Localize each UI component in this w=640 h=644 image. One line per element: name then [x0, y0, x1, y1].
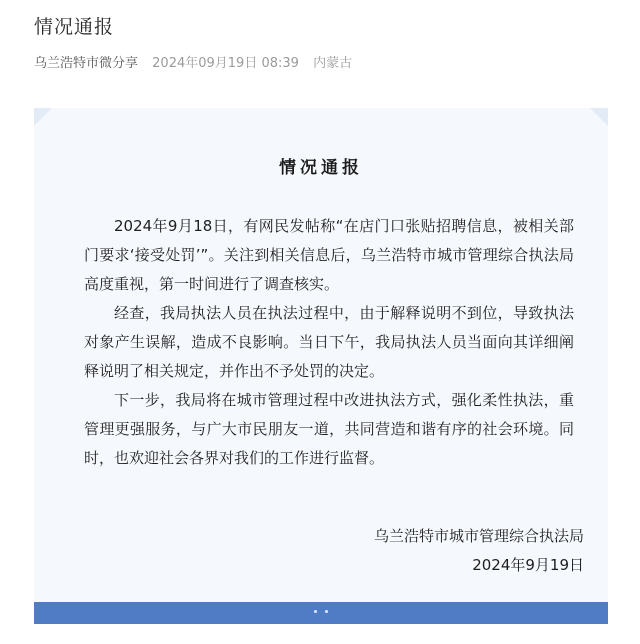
article-meta — [34, 52, 362, 71]
signature-organization: 乌兰浩特市城市管理综合执法局 — [373, 527, 584, 545]
article-source-link[interactable]: 乌兰浩特市微分享 — [34, 56, 139, 71]
dot — [314, 610, 317, 613]
card-bottom-bar — [34, 602, 608, 624]
card-corner-decoration — [590, 108, 608, 126]
article-title: 情况通报 — [34, 16, 115, 38]
card-corner-decoration — [34, 108, 52, 126]
signature-date: 2024年9月19日 — [472, 556, 584, 574]
notice-paragraph: 下一步，我局将在城市管理过程中改进执法方式，强化柔性执法，重管理更强服务，与广大市民朋友一道，共同营造和谐有序的社会环境。同时，也欢迎社会各界对我们的工作进行监督。 — [84, 391, 574, 467]
decorative-dots — [314, 610, 328, 613]
notice-heading: 情况通报 — [279, 158, 363, 178]
article-location: 内蒙古 — [313, 56, 353, 71]
notice-signature — [374, 522, 584, 580]
dot — [325, 610, 328, 613]
notice-card — [34, 108, 608, 624]
notice-paragraph: 经查，我局执法人员在执法过程中，由于解释说明不到位，导致执法对象产生误解，造成不良影响。当日下午，我局执法人员当面向其详细阐释说明了相关规定，并作出不予处罚的决定。 — [84, 304, 574, 380]
article-datetime: 2024年09月19日 08:39 — [152, 56, 299, 71]
notice-body — [84, 212, 574, 473]
notice-paragraph: 2024年9月18日，有网民发帖称“在店门口张贴招聘信息，被相关部门要求‘接受处罚’”。关注到相关信息后，乌兰浩特市城市管理综合执法局高度重视，第一时间进行了调查核实。 — [84, 217, 574, 293]
